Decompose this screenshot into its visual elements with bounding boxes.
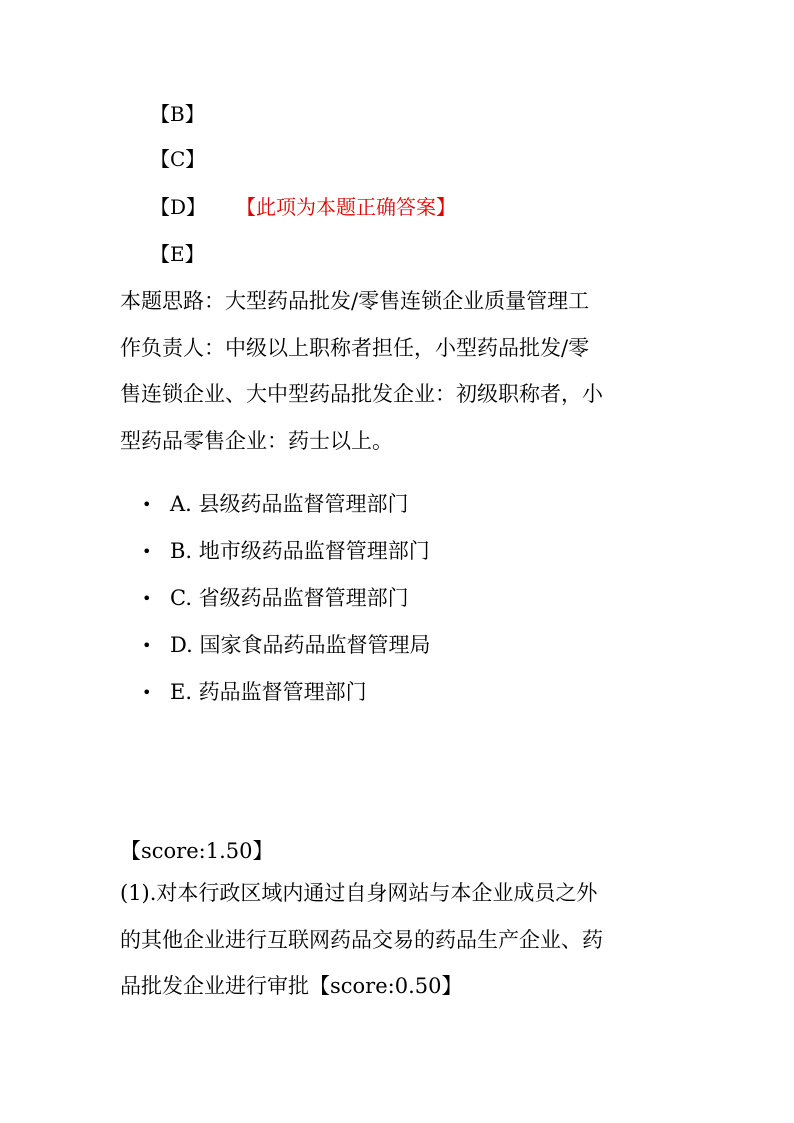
question-line: (1).对本行政区域内通过自身网站与本企业成员之外 [120, 881, 598, 905]
choice-item-e [120, 669, 430, 716]
question-line: 品批发企业进行审批【score:0.50】 [120, 974, 463, 998]
choice-item-a [120, 481, 430, 528]
explanation-line: 本题思路：大型药品批发/零售连锁企业质量管理工 [120, 289, 590, 313]
explanation-line: 型药品零售企业：药士以上。 [120, 428, 393, 453]
section-score: 【score:1.50】 [120, 839, 274, 863]
explanation-line: 作负责人：中级以上职称者担任，小型药品批发/零 [120, 335, 590, 360]
choice-text: B. 地市级药品监督管理部门 [170, 539, 430, 563]
bullet-icon: • [142, 495, 152, 514]
choice-text: E. 药品监督管理部门 [170, 680, 367, 704]
answer-option-d-label: 【D】 [150, 195, 207, 219]
choice-text: C. 省级药品监督管理部门 [170, 586, 409, 610]
answer-option-e: 【E】 [150, 242, 205, 266]
answer-option-d [150, 193, 456, 221]
answer-option-b: 【B】 [150, 102, 205, 126]
question-paragraph [120, 870, 680, 1010]
answer-option-c: 【C】 [150, 147, 206, 171]
bullet-icon: • [142, 542, 152, 561]
bullet-icon: • [142, 589, 152, 608]
choice-item-d [120, 622, 430, 669]
choice-list [120, 481, 430, 716]
choice-item-c [120, 575, 430, 622]
choice-item-b [120, 528, 430, 575]
bullet-icon: • [142, 683, 152, 702]
correct-answer-mark: 【此项为本题正确答案】 [246, 195, 457, 219]
choice-text: D. 国家食品药品监督管理局 [170, 633, 431, 657]
explanation-line: 售连锁企业、大中型药品批发企业：初级职称者，小 [120, 382, 603, 406]
bullet-icon: • [142, 636, 152, 655]
explanation-paragraph [120, 278, 680, 464]
question-line: 的其他企业进行互联网药品交易的药品生产企业、药 [120, 927, 603, 952]
choice-text: A. 县级药品监督管理部门 [170, 492, 409, 516]
